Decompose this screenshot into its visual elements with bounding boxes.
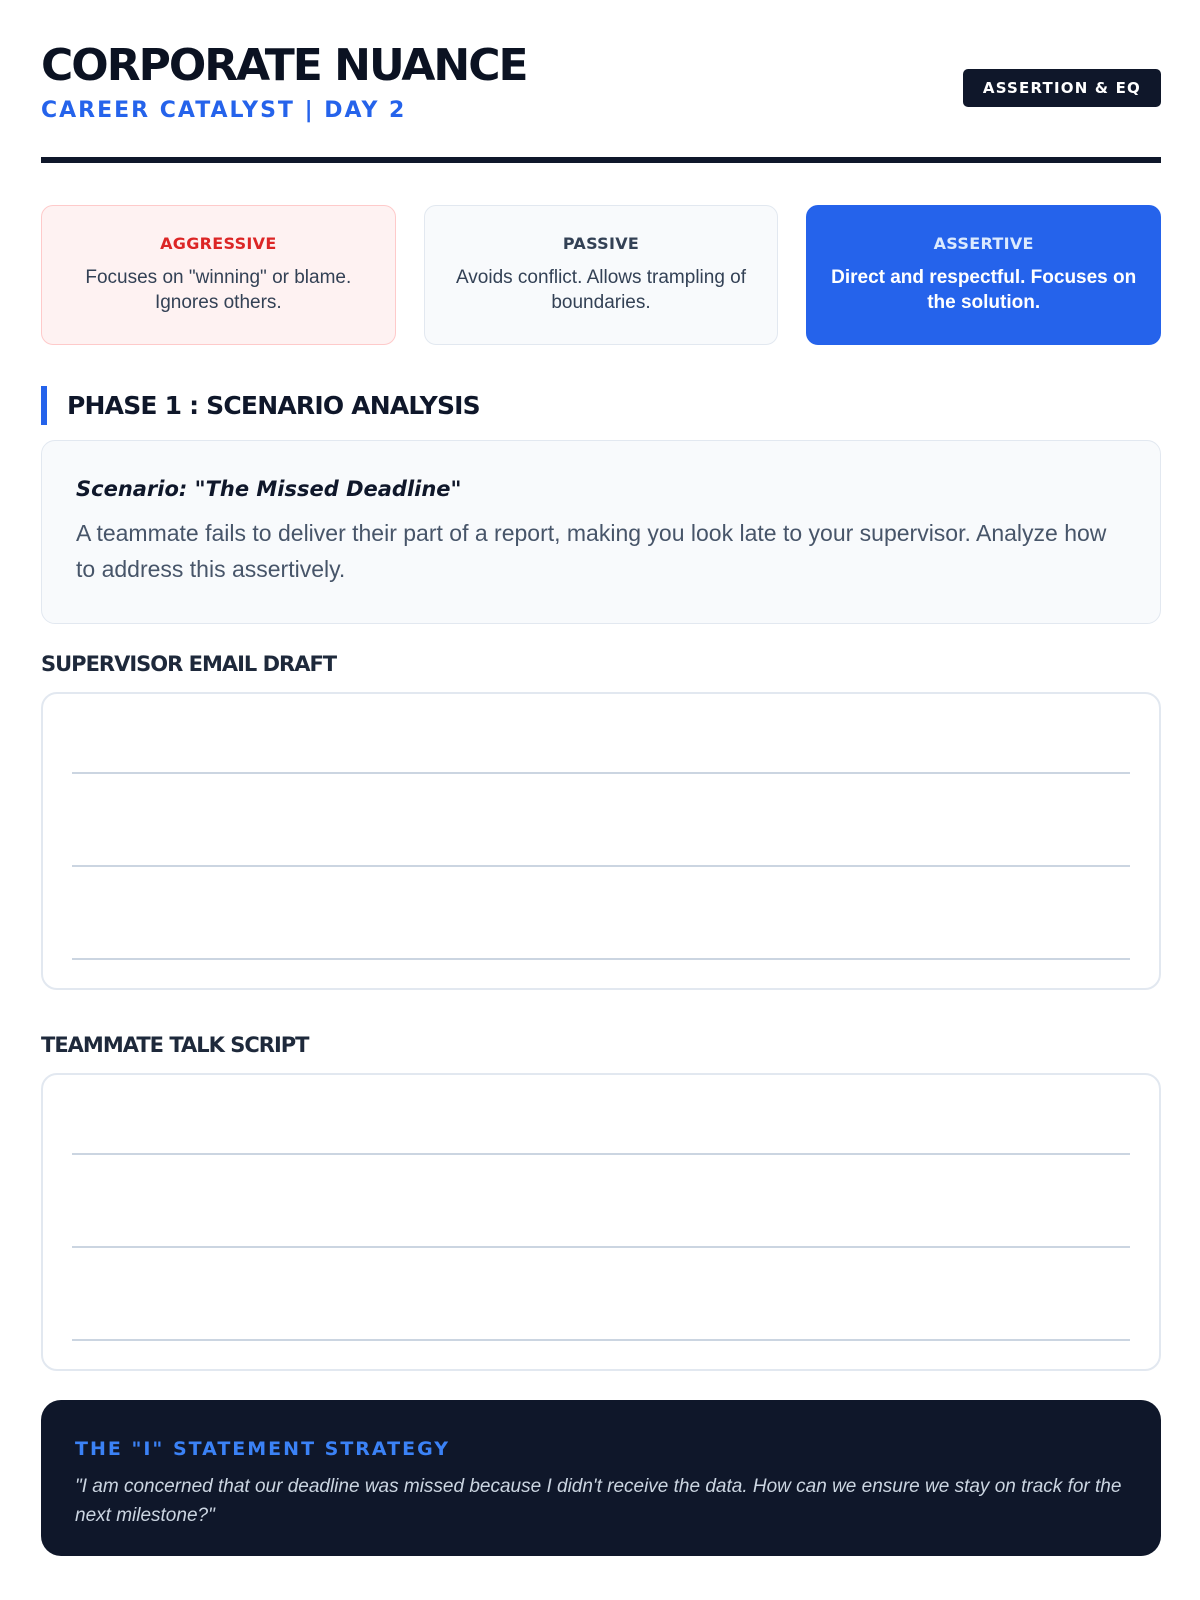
- page-title: CORPORATE NUANCE: [41, 40, 527, 91]
- style-card-aggressive: [41, 205, 396, 345]
- topic-badge: ASSERTION & EQ: [963, 69, 1161, 107]
- email-draft-box[interactable]: [41, 692, 1161, 990]
- writing-line: [72, 865, 1130, 867]
- writing-line: [72, 1339, 1130, 1341]
- style-card-title: AGGRESSIVE: [160, 234, 277, 253]
- style-card-description: Focuses on "winning" or blame. Ignores others.: [85, 267, 352, 313]
- communication-styles: [41, 205, 1161, 345]
- style-card-assertive: [806, 205, 1161, 345]
- style-card-passive: [424, 205, 779, 345]
- tip-title: THE "I" STATEMENT STRATEGY: [75, 1438, 451, 1460]
- writing-line: [72, 1246, 1130, 1248]
- scenario-box: [41, 440, 1161, 624]
- scenario-body: A teammate fails to deliver their part of a report, making you look late to your supervisor. Analyze how to address this assertively.: [76, 520, 1107, 582]
- phase-heading: PHASE 1 : SCENARIO ANALYSIS: [41, 386, 480, 425]
- header-divider: [41, 157, 1161, 163]
- style-card-title: ASSERTIVE: [933, 234, 1034, 253]
- talk-script-box[interactable]: [41, 1073, 1161, 1371]
- writing-line: [72, 772, 1130, 774]
- style-card-description: Avoids conflict. Allows trampling of boundaries.: [455, 267, 747, 313]
- header: [41, 38, 1161, 138]
- i-statement-tip: [41, 1400, 1161, 1556]
- scenario-title: Scenario: "The Missed Deadline": [76, 477, 462, 501]
- writing-line: [72, 1153, 1130, 1155]
- page-subtitle: CAREER CATALYST | DAY 2: [41, 98, 407, 123]
- style-card-description: Direct and respectful. Focuses on the solution.: [831, 267, 1137, 313]
- talk-script-label: TEAMMATE TALK SCRIPT: [41, 1033, 309, 1057]
- style-card-title: PASSIVE: [562, 234, 640, 253]
- tip-body: "I am concerned that our deadline was missed because I didn't receive the data. How can we ensure we stay on track for the next milestone?": [75, 1476, 1122, 1526]
- email-draft-label: SUPERVISOR EMAIL DRAFT: [41, 652, 337, 676]
- writing-line: [72, 958, 1130, 960]
